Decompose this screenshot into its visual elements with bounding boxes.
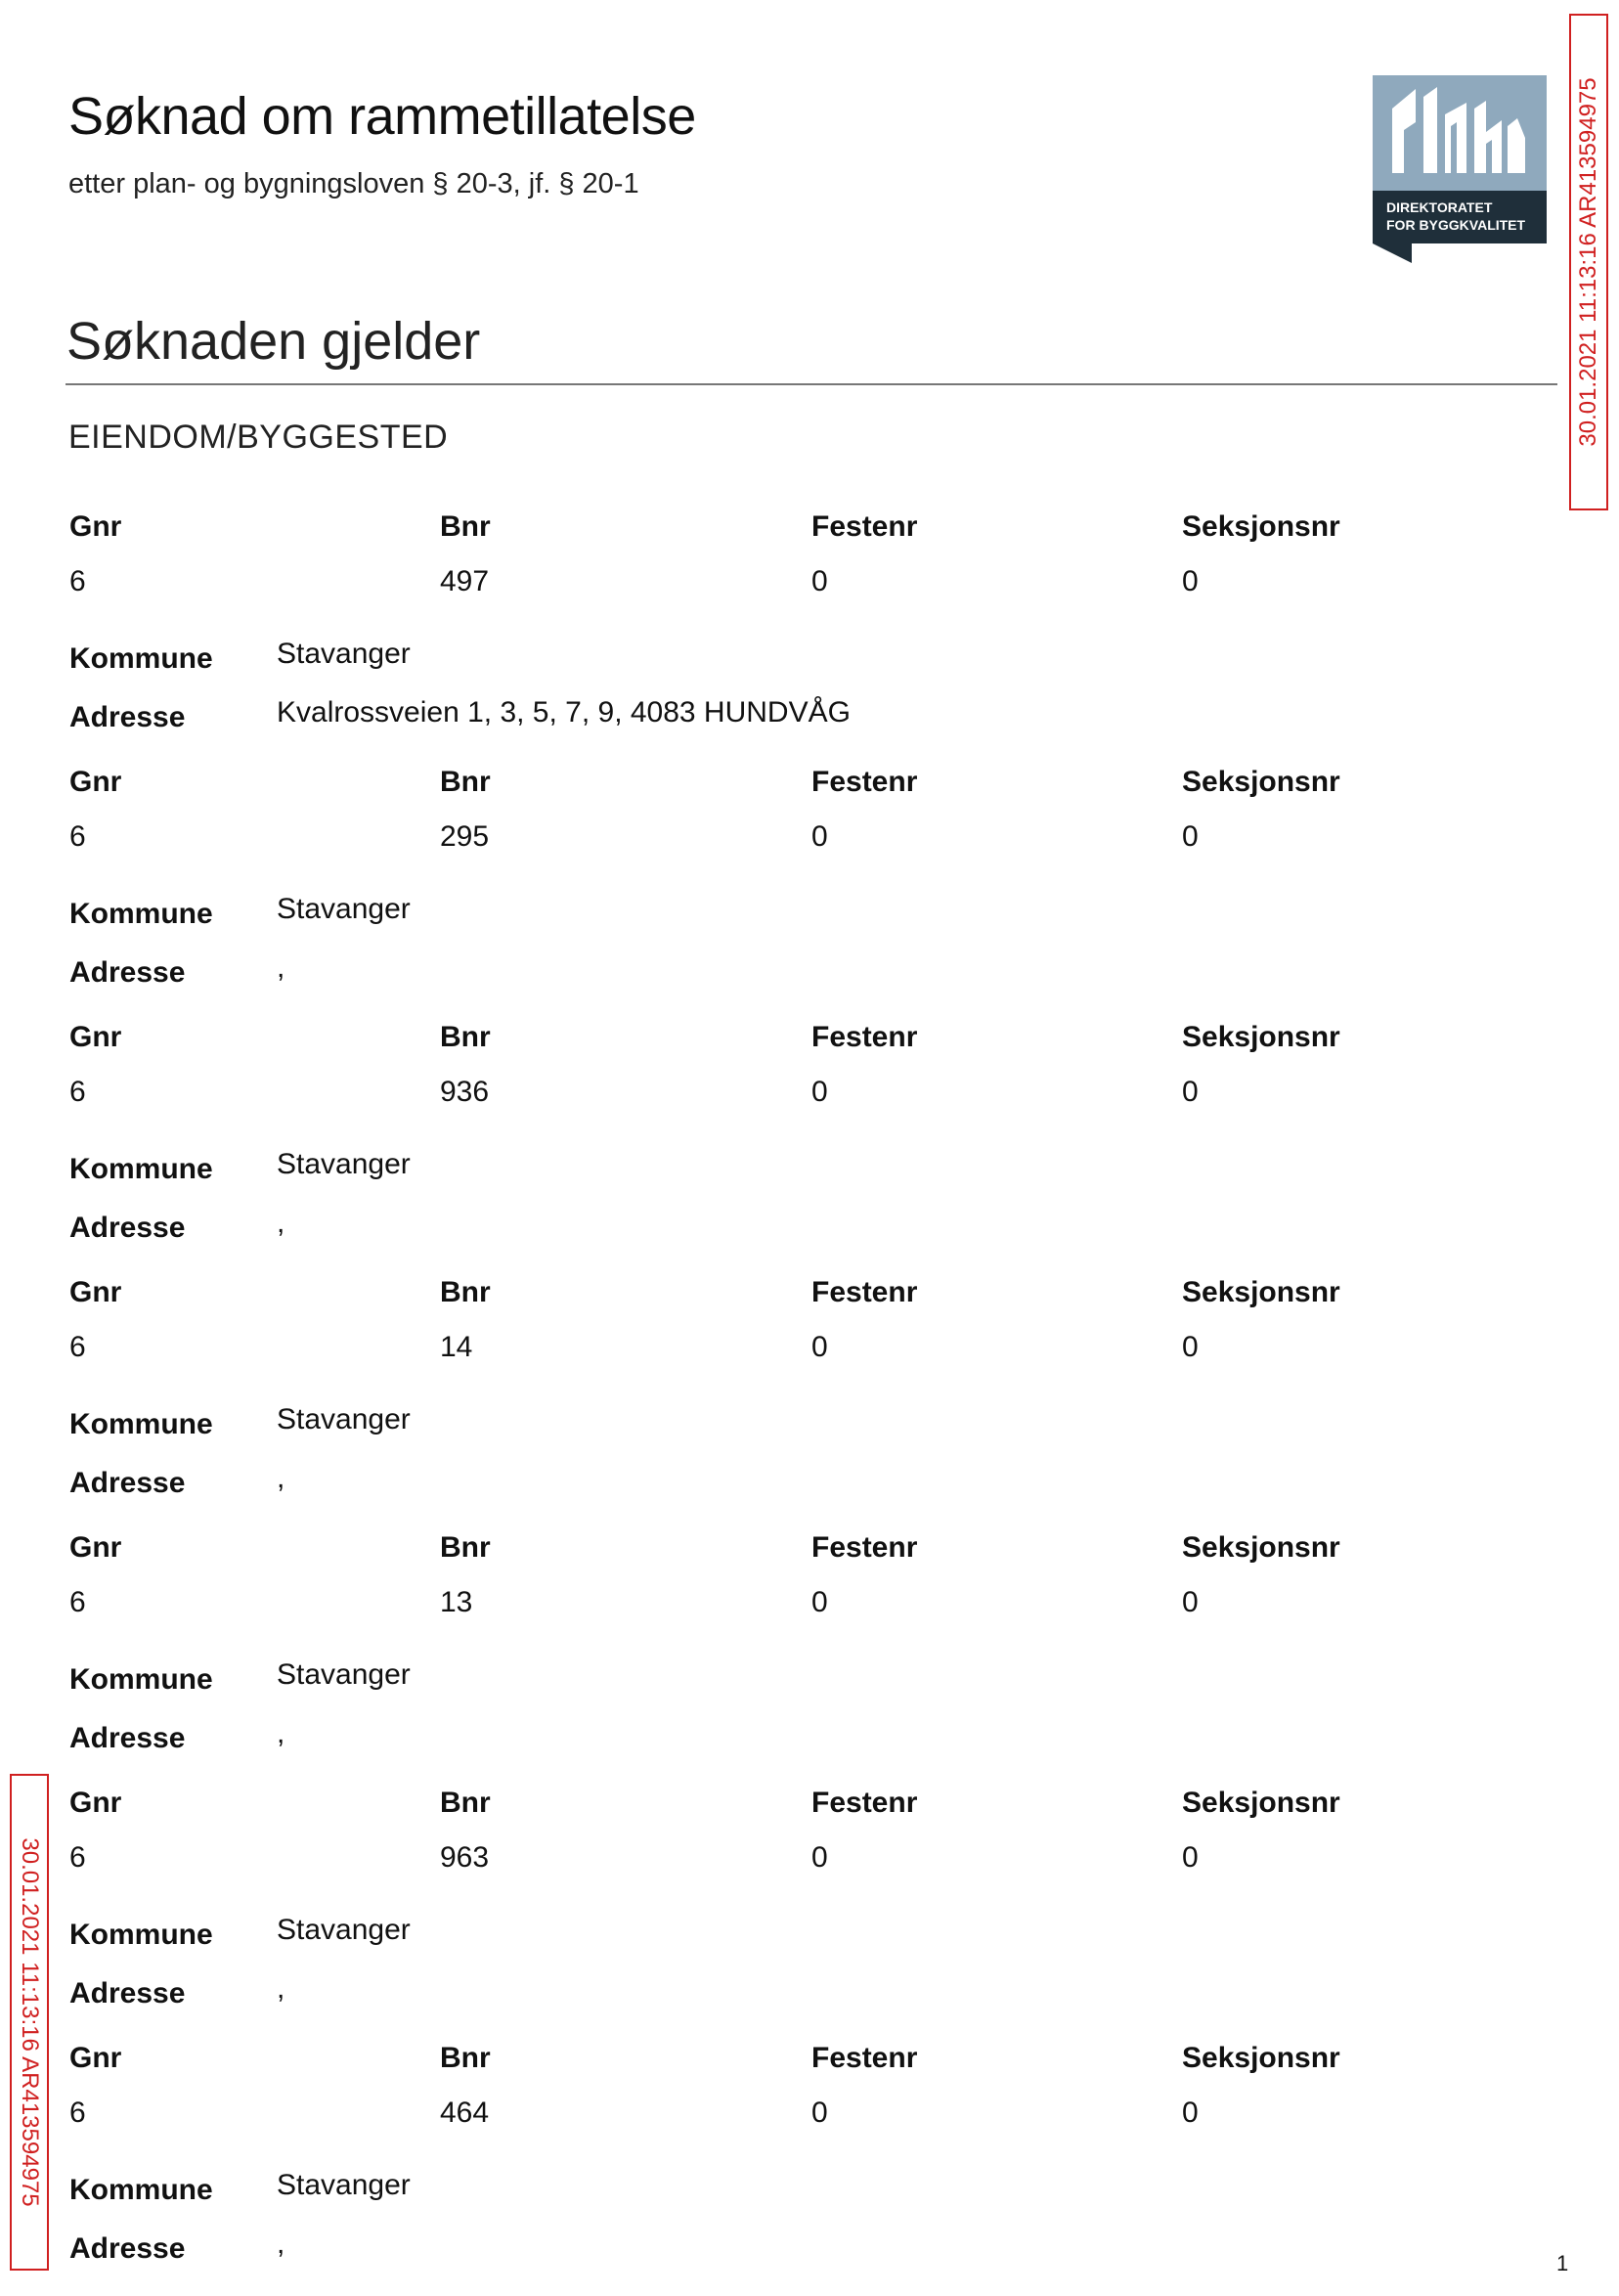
adresse-label: Adresse (69, 1977, 186, 2009)
gnr-label: Gnr (69, 1531, 122, 1564)
festenr-label: Festenr (811, 2042, 918, 2074)
bnr-value: 464 (440, 2097, 490, 2129)
gnr-label: Gnr (69, 510, 122, 543)
document-subtitle: etter plan- og bygningsloven § 20-3, jf. § 20-1 (68, 168, 639, 199)
kommune-label: Kommune (69, 1153, 213, 1185)
property-block (0, 1787, 1564, 2041)
kommune-label: Kommune (69, 642, 213, 675)
document-title: Søknad om rammetillatelse (68, 87, 696, 146)
adresse-value: , (277, 1462, 285, 1494)
festenr-value: 0 (811, 1076, 828, 1108)
gnr-value: 6 (69, 1586, 86, 1618)
kommune-value: Stavanger (277, 1403, 411, 1435)
bnr-value: 14 (440, 1331, 473, 1363)
seksjonsnr-value: 0 (1182, 1076, 1199, 1108)
kommune-label: Kommune (69, 898, 213, 930)
kommune-value: Stavanger (277, 893, 411, 925)
bnr-value: 936 (440, 1076, 490, 1108)
seksjonsnr-value: 0 (1182, 1331, 1199, 1363)
adresse-value: , (277, 951, 285, 984)
seksjonsnr-label: Seksjonsnr (1182, 1787, 1340, 1819)
bnr-label: Bnr (440, 1787, 491, 1819)
property-block (0, 510, 1564, 765)
seksjonsnr-label: Seksjonsnr (1182, 1276, 1340, 1308)
festenr-value: 0 (811, 2097, 828, 2129)
property-block (0, 766, 1564, 1020)
adresse-label: Adresse (69, 1722, 186, 1754)
archive-stamp-text: 30.01.2021 11:13:16 AR413594975 (1575, 77, 1601, 447)
adresse-label: Adresse (69, 1467, 186, 1499)
logo-text-line1: DIREKTORATET (1386, 199, 1493, 215)
adresse-value: , (277, 1207, 285, 1239)
section-title: Søknaden gjelder (66, 312, 481, 371)
seksjonsnr-value: 0 (1182, 1841, 1199, 1874)
festenr-label: Festenr (811, 1787, 918, 1819)
gnr-label: Gnr (69, 1787, 122, 1819)
bnr-value: 13 (440, 1586, 473, 1618)
bnr-label: Bnr (440, 2042, 491, 2074)
bnr-label: Bnr (440, 1021, 491, 1053)
seksjonsnr-value: 0 (1182, 2097, 1199, 2129)
property-block (0, 1021, 1564, 1275)
seksjonsnr-value: 0 (1182, 565, 1199, 597)
gnr-value: 6 (69, 1331, 86, 1363)
bnr-label: Bnr (440, 1531, 491, 1564)
adresse-value: , (277, 2228, 285, 2260)
gnr-label: Gnr (69, 1276, 122, 1308)
festenr-value: 0 (811, 565, 828, 597)
archive-stamp-left (10, 1774, 49, 2271)
festenr-label: Festenr (811, 766, 918, 798)
kommune-label: Kommune (69, 1919, 213, 1951)
gnr-label: Gnr (69, 766, 122, 798)
gnr-label: Gnr (69, 2042, 122, 2074)
kommune-value: Stavanger (277, 638, 411, 670)
kommune-value: Stavanger (277, 1658, 411, 1691)
festenr-label: Festenr (811, 510, 918, 543)
bnr-value: 963 (440, 1841, 490, 1874)
kommune-label: Kommune (69, 1408, 213, 1440)
seksjonsnr-label: Seksjonsnr (1182, 1531, 1340, 1564)
bnr-label: Bnr (440, 1276, 491, 1308)
adresse-label: Adresse (69, 956, 186, 989)
kommune-value: Stavanger (277, 1148, 411, 1180)
festenr-value: 0 (811, 1841, 828, 1874)
festenr-value: 0 (811, 1331, 828, 1363)
gnr-value: 6 (69, 1841, 86, 1874)
festenr-value: 0 (811, 820, 828, 853)
adresse-value: Kvalrossveien 1, 3, 5, 7, 9, 4083 HUNDVÅG (277, 696, 851, 729)
gnr-label: Gnr (69, 1021, 122, 1053)
seksjonsnr-value: 0 (1182, 1586, 1199, 1618)
bnr-value: 497 (440, 565, 490, 597)
seksjonsnr-label: Seksjonsnr (1182, 1021, 1340, 1053)
adresse-value: , (277, 1717, 285, 1749)
property-block (0, 1276, 1564, 1530)
archive-stamp-top (1569, 14, 1608, 510)
seksjonsnr-label: Seksjonsnr (1182, 510, 1340, 543)
adresse-label: Adresse (69, 701, 186, 733)
festenr-label: Festenr (811, 1276, 918, 1308)
property-block (0, 1531, 1564, 1786)
dibk-logo-icon (1373, 75, 1547, 263)
festenr-label: Festenr (811, 1021, 918, 1053)
seksjonsnr-value: 0 (1182, 820, 1199, 853)
adresse-value: , (277, 1972, 285, 2005)
archive-stamp-text: 30.01.2021 11:13:16 AR413594975 (17, 1837, 43, 2207)
section-divider (66, 383, 1557, 385)
gnr-value: 6 (69, 2097, 86, 2129)
subsection-title: EIENDOM/BYGGESTED (68, 419, 449, 456)
adresse-label: Adresse (69, 2232, 186, 2265)
kommune-value: Stavanger (277, 1914, 411, 1946)
festenr-label: Festenr (811, 1531, 918, 1564)
seksjonsnr-label: Seksjonsnr (1182, 766, 1340, 798)
page-number: 1 (1556, 2251, 1569, 2275)
gnr-value: 6 (69, 820, 86, 853)
kommune-label: Kommune (69, 2174, 213, 2206)
property-block (0, 2042, 1564, 2296)
seksjonsnr-label: Seksjonsnr (1182, 2042, 1340, 2074)
bnr-label: Bnr (440, 510, 491, 543)
bnr-label: Bnr (440, 766, 491, 798)
dibk-logo (1373, 75, 1547, 263)
kommune-label: Kommune (69, 1663, 213, 1696)
festenr-value: 0 (811, 1586, 828, 1618)
adresse-label: Adresse (69, 1212, 186, 1244)
kommune-value: Stavanger (277, 2169, 411, 2201)
gnr-value: 6 (69, 565, 86, 597)
bnr-value: 295 (440, 820, 490, 853)
logo-text-line2: FOR BYGGKVALITET (1386, 217, 1526, 233)
gnr-value: 6 (69, 1076, 86, 1108)
